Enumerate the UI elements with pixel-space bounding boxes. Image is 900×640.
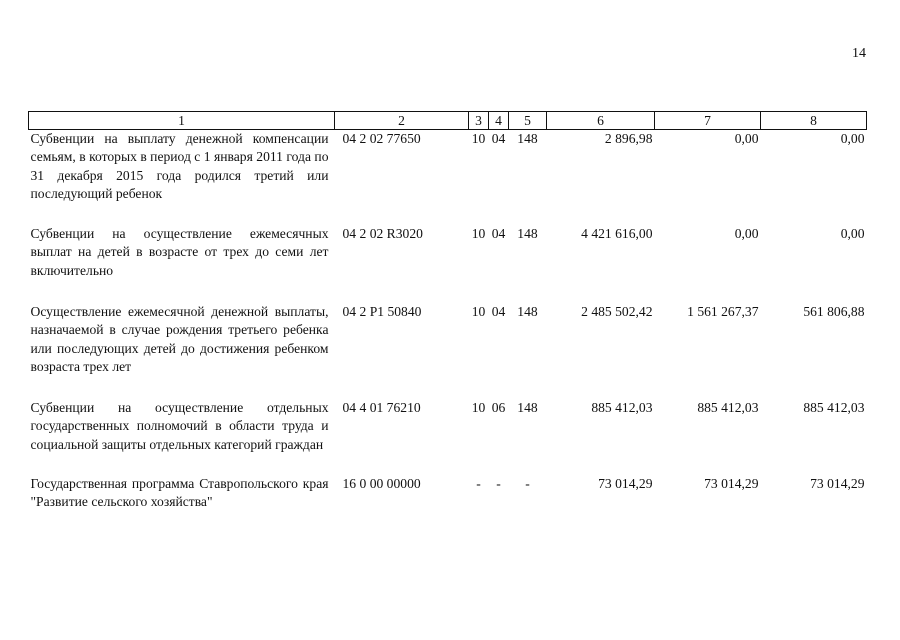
row-name: Субвенции на выплату денежной компенсации семьям, в которых в период с 1 января 2011 года по 31 декабря 2015 года родился третий или последующий ребенок [30,131,329,202]
row-col4: 04 [491,226,506,241]
row-col3: 10 [471,226,486,241]
row-code: 04 4 01 76210 [342,400,421,415]
row-col3: 10 [471,131,486,146]
table-row [29,225,867,303]
row-col3: 10 [471,304,486,319]
column-header: 8 [761,112,867,130]
row-col4: 04 [491,131,506,146]
row-col5: 148 [517,400,538,415]
row-value-7: 73 014,29 [704,476,759,491]
row-value-6: 4 421 616,00 [581,226,653,241]
table-row [29,399,867,475]
table-row [29,130,867,226]
row-value-6: 73 014,29 [598,476,653,491]
row-col4: 06 [491,400,506,415]
row-value-6: 885 412,03 [591,400,653,415]
column-header: 6 [547,112,655,130]
row-col3: 10 [471,400,486,415]
row-value-8: 0,00 [840,226,865,241]
row-col5: - [525,476,530,491]
row-col4: 04 [491,304,506,319]
column-header: 1 [29,112,335,130]
row-name: Осуществление ежемесячной денежной выплаты, назначаемой в случае рождения третьего ребенка или последующих детей до достижения ребенком возраста трех лет [30,304,329,375]
budget-table [28,111,867,515]
column-header: 7 [655,112,761,130]
column-header: 3 [469,112,489,130]
table-row [29,475,867,515]
column-header: 2 [335,112,469,130]
row-name: Государственная программа Ставропольского края "Развитие сельского хозяйства" [30,476,329,510]
row-name: Субвенции на осуществление отдельных государственных полномочий в области труда и социальной защиты отдельных категорий граждан [30,400,329,452]
row-col5: 148 [517,304,538,319]
row-code: 04 2 02 77650 [342,131,421,146]
column-header: 4 [489,112,509,130]
row-value-7: 0,00 [734,131,759,146]
page-number: 14 [852,46,866,61]
row-code: 04 2 02 R3020 [342,226,423,241]
row-value-8: 73 014,29 [810,476,865,491]
row-col3: - [476,476,481,491]
row-code: 16 0 00 00000 [342,476,421,491]
row-col4: - [496,476,501,491]
row-value-7: 0,00 [734,226,759,241]
row-value-6: 2 896,98 [604,131,653,146]
column-header: 5 [509,112,547,130]
row-col5: 148 [517,131,538,146]
row-name: Субвенции на осуществление ежемесячных выплат на детей в возрасте от трех до семи лет включительно [30,226,329,278]
table-header-row [29,112,867,130]
table-row [29,303,867,399]
row-value-8: 561 806,88 [803,304,865,319]
row-code: 04 2 P1 50840 [342,304,422,319]
row-value-8: 885 412,03 [803,400,865,415]
row-value-7: 1 561 267,37 [687,304,759,319]
row-col5: 148 [517,226,538,241]
row-value-7: 885 412,03 [697,400,759,415]
row-value-6: 2 485 502,42 [581,304,653,319]
row-value-8: 0,00 [840,131,865,146]
